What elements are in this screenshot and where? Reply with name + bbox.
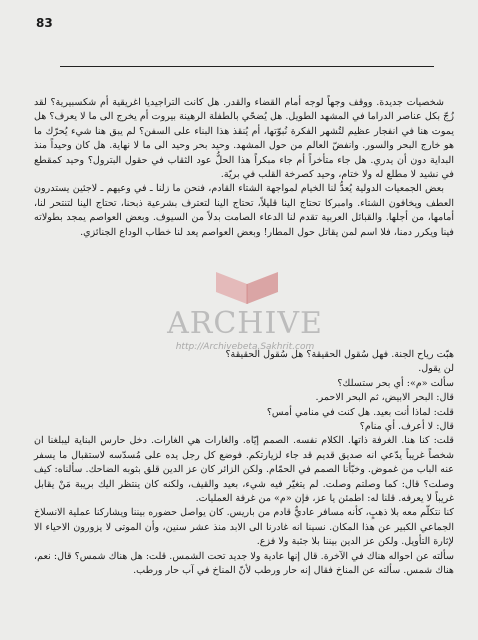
archive-watermark	[150, 270, 340, 360]
watermark-title: ARCHIVE	[167, 306, 323, 341]
dialogue-line: لن يقول.	[418, 363, 454, 375]
paragraph: شخصيات جديدة. ووقف وجهاً لوجه أمام القضاء والقدر. هل كانت التراجيديا اغريقية أم شكسبيرية؟ لقد زُجّ بكل عناصر الدراما في المشهد الطويل. هل يُضحّي بالطفلة الرهينة بيروت أم يخرج الى ما لا يعرف؟ هل يموت هنا في انفجار عظيم لتُشهر الفكرة نُبوّتها، أم يُنقذ هذا البناء على السفن؟ لم يبق هنا شيء يُحرّك ما هو خارج البحر والسور. وانفضّ العالم من حول المشهد. وحيد بحر وحيد الى ما لا نهاية. هل كان وحيداً منذ البداية دون أن يدري. هل جاء متأخراً أم جاء مبكراً هذا الحلُّ عود الثقاب في حقول البترول؟ وحيد كمقطع في نشيد لا مطلع له ولا ختام، وحيد كصرخة القلب في بريّة.	[34, 97, 454, 181]
dialogue-line: كنا نتكلّم معه بلا ذهبٍ، كأنه مسافر عاديٌّ قادم من باريس. كان يواصل حضوره بيننا ويشاركنا عملية الانسلاخ الجماعي الكبير عن هذا المكان. نسينا انه غادرنا الى الابد منذ عشر سنين، وأن الموتى لا يزورون الاحياء الا لإثارة التأويل. ولكن عز الدين بيننا بلا جثبة ولا فزع.	[34, 507, 454, 548]
dialogue-line: هبّت رياح الجنة. فهل سُقول الحقيقة؟ هل سُقول الحقيقة؟	[225, 349, 454, 360]
dialogue-line: قال: لا أعرف. أي منام؟	[359, 421, 454, 433]
body-text-top	[34, 96, 454, 240]
book-logo-icon	[212, 270, 282, 306]
dialogue-line: قال: البحر الابيض، ثم البحر الاحمر.	[315, 392, 454, 404]
dialogue-line: سألته عن احواله هناك في الآخرة. قال إنها عادية ولا جديد تحت الشمس. قلت: هل هناك شمس؟ قال: نعم، هناك شمس. سألته عن المناخ فقال إنه حار ورطب لأنّ المناخ في آب حار ورطب.	[34, 550, 454, 577]
dialogue-line: سألت «م»: أي بحر ستسلك؟	[337, 377, 454, 389]
page-number: 83	[36, 16, 53, 30]
header-rule	[60, 66, 434, 67]
watermark-url: http://Archivebeta.Sakhrit.com	[175, 342, 315, 352]
dialogue-line: قلت: كنا هنا. الغرفة ذاتها. الكلام نفسه. الصمم إيّاه. والغارات هي الغارات. دخل حارس البناية ليبلغنا ان شخصاً غريباً يدّعي انه صديق قديم قد جاء لزيارتكم. فوضع كل رجل يده على مُسدّسه لاستقبال ما يسفر عنه الباب من غموض. وخبّأنا الصمم في الحمّام. ولكن الزائر كان عز الدين قلق بثوبه الضاحك. سألناه: كيف وصلت؟ قال: كما وصلتم وصلت. لم يتغيّر فيه شيء، بعيد والقيف، ولكنه كان ينتظر اليك بريبة مَنْ يقابل غريباً لا يعرفه. قلنا له: اطمئن يا عز، فإن «م» من غرفة العمليات.	[34, 435, 454, 505]
dialogue-line: قلت: لماذا أنت بعيد. هل كنت في منامي أمس؟	[266, 406, 454, 418]
paragraph: بعض الجمعيات الدولية يُعدُّ لنا الخيام لمواجهة الشتاء القادم، فنحن ما زلنا ـ في وعيهم ـ لاجئين يستدرون العطف ويخافون الشتاء. وامبركا تحتاج الينا قليلاً، تحتاج الينا لتعترف بشرعية ذبحنا، تحتاج الينا لتنتحر لنا، أمامها، من أجلها. والقبائل العربية تقدم لنا الدعاء الصامت بدلاً من السيوف. وبعض العواصم يمجد بطولاته فينا ويكرر دمنا، فلا اسم لمن يقاتل حول المطار! وبعض العواصم يعد لنا خطاب الوداع الجنائزي.	[34, 183, 454, 238]
body-text-dialogue	[34, 348, 454, 579]
